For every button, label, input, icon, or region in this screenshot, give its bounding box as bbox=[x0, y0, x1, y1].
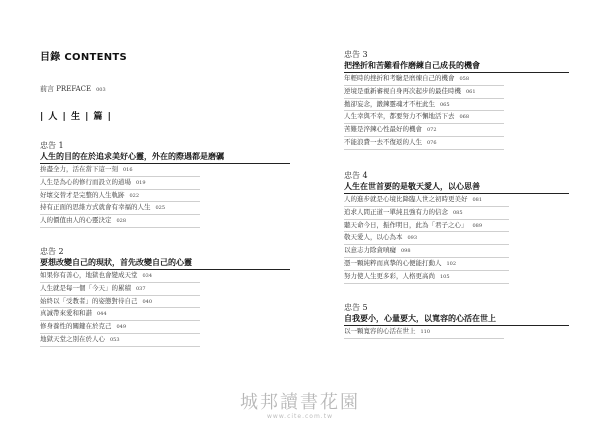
entry-title: 拋卻妄念，鍛鍊靈魂才不枉此生 bbox=[344, 99, 435, 108]
entry-page-number: 102 bbox=[446, 260, 457, 267]
toc-entry bbox=[344, 73, 504, 86]
toc-entry bbox=[344, 99, 504, 112]
chapter-label: 忠告 2 bbox=[40, 247, 64, 256]
preface-label: 前言 PREFACE bbox=[40, 85, 92, 93]
toc-entry bbox=[344, 111, 504, 124]
entry-page-number: 110 bbox=[420, 329, 431, 335]
toc-entry bbox=[40, 321, 200, 334]
toc-entry bbox=[344, 137, 504, 150]
toc-entry bbox=[40, 215, 200, 228]
toc-entry bbox=[344, 271, 509, 284]
entry-title: 人的進步就是心境比降臨人世之初時更美好 bbox=[344, 195, 468, 203]
toc-entry bbox=[344, 258, 509, 271]
entry-title: 始終以「受教者」的姿態對待自己 bbox=[40, 296, 138, 305]
toc-entry bbox=[344, 124, 504, 137]
chapter-label: 忠告 1 bbox=[40, 141, 64, 150]
entry-page-number: 081 bbox=[472, 197, 483, 203]
entry-page-number: 085 bbox=[453, 209, 463, 216]
chapter-4 bbox=[344, 171, 569, 284]
entry-title: 拚盡全力，活在當下這一刻 bbox=[40, 165, 118, 173]
entry-title: 人生是為心的修行而設立的道場 bbox=[40, 177, 131, 186]
toc-entry bbox=[344, 86, 504, 99]
entry-page-number: 034 bbox=[142, 273, 153, 279]
entry-page-number: 061 bbox=[466, 88, 476, 95]
chapter-heading: 人生在世首要的是敬天愛人，以心思善 bbox=[344, 181, 569, 194]
chapter-1 bbox=[40, 141, 290, 228]
chapter-heading: 人生的目的在於追求美好心靈，外在的際遇都是磨礪 bbox=[40, 151, 290, 164]
toc-entry bbox=[40, 334, 200, 347]
entry-page-number: 093 bbox=[407, 235, 418, 242]
part-label: | 人 | 生 | 篇 | bbox=[40, 112, 112, 122]
toc-entry bbox=[344, 207, 509, 220]
entry-title: 以一顆寬容的心活在世上 bbox=[344, 327, 416, 335]
chapter-heading: 把挫折和苦難看作磨練自己成長的機會 bbox=[344, 60, 569, 73]
entry-page-number: 072 bbox=[427, 127, 437, 134]
chapter-entries bbox=[40, 164, 200, 228]
watermark-url: www.cite.com.tw bbox=[267, 413, 333, 420]
chapter-3 bbox=[344, 50, 569, 150]
entry-title: 敬天愛人，以心為本 bbox=[344, 233, 403, 242]
toc-entry bbox=[344, 220, 509, 233]
entry-title: 以意志力除貪嗔癡 bbox=[344, 246, 396, 255]
entry-page-number: 089 bbox=[472, 222, 483, 229]
entry-page-number: 049 bbox=[116, 324, 127, 331]
toc-entry bbox=[40, 270, 200, 283]
toc-entry bbox=[40, 283, 200, 296]
entry-page-number: 098 bbox=[401, 248, 411, 255]
watermark bbox=[0, 393, 600, 420]
preface-entry bbox=[40, 84, 106, 94]
entry-page-number: 068 bbox=[459, 114, 470, 121]
entry-title: 好壞交替才是完整的人生軌跡 bbox=[40, 190, 125, 199]
entry-title: 聽天命今日，振作明日，此為「君子之心」 bbox=[344, 220, 468, 229]
entry-page-number: 019 bbox=[136, 179, 146, 186]
entry-page-number: 037 bbox=[136, 285, 146, 292]
preface-page-number: 003 bbox=[96, 87, 106, 93]
chapter-heading: 自我要小，心量要大，以寬容的心活在世上 bbox=[344, 313, 569, 326]
entry-page-number: 025 bbox=[155, 205, 166, 212]
entry-title: 努力使人生更多彩，人格更高尚 bbox=[344, 271, 435, 280]
toc-entry bbox=[344, 194, 509, 207]
entry-page-number: 028 bbox=[116, 218, 127, 225]
chapter-label: 忠告 3 bbox=[344, 50, 368, 59]
toc-entry bbox=[40, 202, 200, 215]
entry-page-number: 053 bbox=[110, 336, 120, 343]
chapter-label: 忠告 4 bbox=[344, 171, 368, 180]
entry-title: 如果你有善心，地獄也會變成天堂 bbox=[40, 271, 138, 279]
entry-title: 苦難是淬鍊心性最好的機會 bbox=[344, 125, 422, 134]
chapter-heading: 要想改變自己的現狀，首先改變自己的心靈 bbox=[40, 257, 290, 270]
toc-entry bbox=[40, 308, 200, 321]
entry-page-number: 058 bbox=[459, 76, 470, 82]
chapter-entries bbox=[40, 270, 200, 347]
toc-entry bbox=[40, 190, 200, 203]
entry-title: 人生幸與不幸，都要努力不懈地活下去 bbox=[344, 112, 455, 121]
entry-page-number: 065 bbox=[440, 101, 450, 108]
toc-entry bbox=[344, 326, 504, 339]
toc-entry bbox=[344, 245, 509, 258]
entry-title: 人的價值由人的心靈決定 bbox=[40, 216, 112, 225]
entry-title: 真誠帶來愛和和諧 bbox=[40, 309, 92, 318]
chapter-5 bbox=[344, 303, 569, 339]
entry-title: 不能浪費一去不復返的人生 bbox=[344, 137, 422, 146]
entry-title: 憑一顆純粹而真摯的心便能打動人 bbox=[344, 258, 442, 267]
entry-page-number: 040 bbox=[142, 298, 153, 305]
entry-page-number: 022 bbox=[129, 192, 140, 199]
entry-page-number: 105 bbox=[440, 273, 450, 280]
entry-page-number: 044 bbox=[97, 311, 107, 318]
chapter-entries bbox=[344, 194, 509, 284]
watermark-text: 城邦讀書花園 bbox=[240, 392, 360, 413]
toc-entry bbox=[40, 164, 200, 177]
entry-title: 年輕時的挫折和考驗是磨煉自己的機會 bbox=[344, 74, 455, 82]
entry-title: 逆境是重新審視自身再次起步的最佳時機 bbox=[344, 86, 461, 95]
entry-title: 追求人間正道一單純且強有力的信念 bbox=[344, 207, 448, 216]
entry-title: 持有正面的思維方式就會有幸福的人生 bbox=[40, 203, 151, 212]
toc-entry bbox=[344, 232, 509, 245]
chapter-label: 忠告 5 bbox=[344, 303, 368, 312]
entry-title: 人生就是每一個「今天」的累積 bbox=[40, 283, 131, 292]
entry-page-number: 016 bbox=[123, 167, 133, 173]
chapter-2 bbox=[40, 247, 290, 347]
chapter-entries bbox=[344, 326, 504, 339]
chapter-entries bbox=[344, 73, 504, 150]
entry-page-number: 076 bbox=[427, 139, 437, 146]
entry-title: 修身養性的關鍵在於克己 bbox=[40, 322, 112, 331]
entry-title: 地獄天堂之別在於人心 bbox=[40, 334, 105, 343]
toc-entry bbox=[40, 177, 200, 190]
toc-entry bbox=[40, 296, 200, 309]
toc-title: 目錄 CONTENTS bbox=[40, 52, 128, 63]
